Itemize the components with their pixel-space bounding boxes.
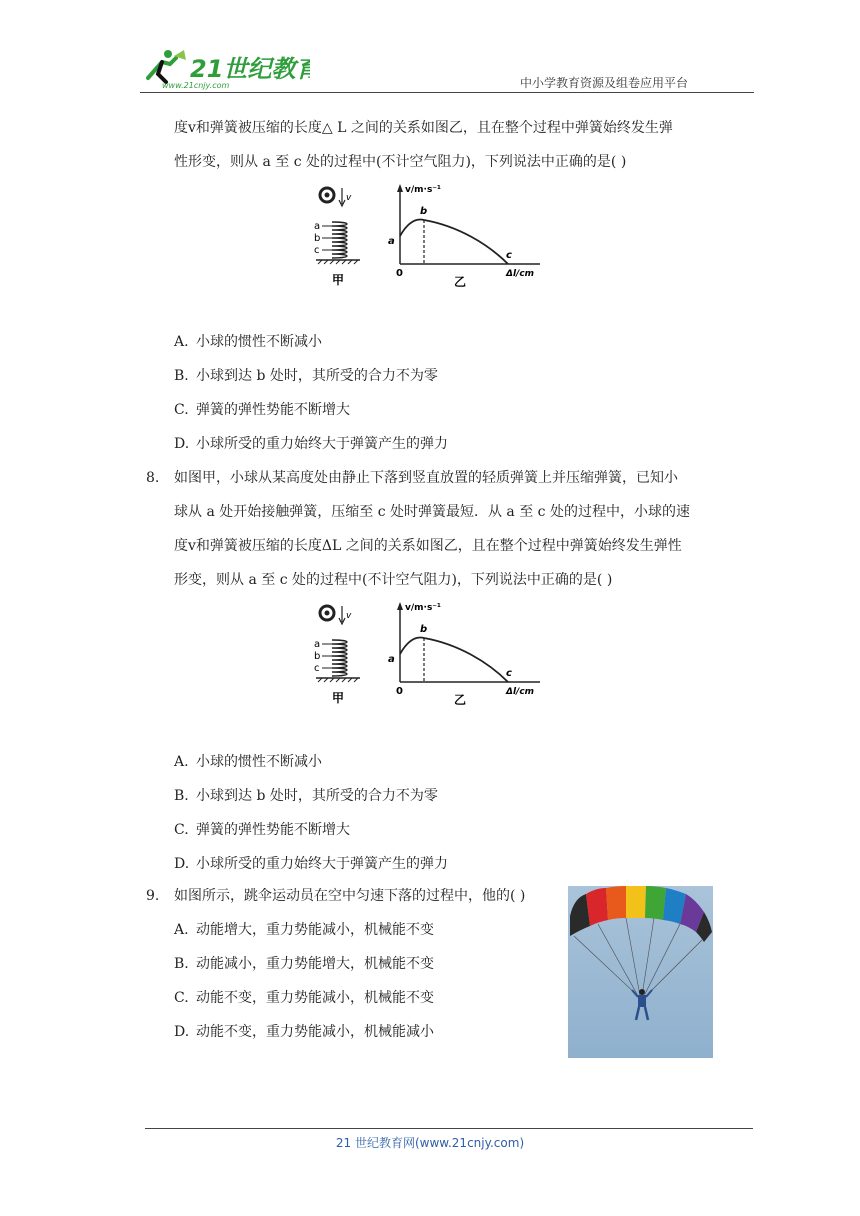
svg-text:0: 0 — [396, 686, 403, 697]
q7-option-d: D. 小球所受的重力始终大于弹簧产生的弹力 — [174, 436, 448, 452]
svg-text:b: b — [420, 624, 428, 635]
q8-option-b: B. 小球到达 b 处时，其所受的合力不为零 — [174, 788, 438, 804]
svg-text:b: b — [420, 206, 428, 217]
svg-text:0: 0 — [396, 268, 403, 279]
logo-url: www.21cnjy.com — [162, 81, 230, 90]
spring-graph-figure-1 — [308, 180, 548, 288]
svg-text:Δl/cm: Δl/cm — [506, 269, 535, 279]
q7-option-a: A. 小球的惯性不断减小 — [174, 334, 322, 350]
svg-text:v: v — [346, 193, 352, 203]
svg-text:b: b — [314, 651, 321, 662]
svg-text:a: a — [388, 236, 395, 247]
q7-text-line-2: 性形变，则从 a 至 c 处的过程中(不计空气阻力)，下列说法中正确的是( ) — [174, 154, 627, 170]
svg-text:甲: 甲 — [332, 691, 345, 705]
q7-text-line-1: 度v和弹簧被压缩的长度△ L 之间的关系如图乙，且在整个过程中弹簧始终发生弹 — [174, 120, 673, 136]
q8-text-line-1: 如图甲，小球从某高度处由静止下落到竖直放置的轻质弹簧上并压缩弹簧，已知小 — [174, 470, 678, 486]
svg-text:a: a — [314, 639, 321, 650]
q9-option-a: A. 动能增大，重力势能减小，机械能不变 — [174, 922, 434, 938]
footer-divider — [145, 1128, 753, 1129]
q9-option-b: B. 动能减小，重力势能增大，机械能不变 — [174, 956, 434, 972]
header-platform-text: 中小学教育资源及组卷应用平台 — [520, 76, 689, 90]
svg-text:v/m·s⁻¹: v/m·s⁻¹ — [405, 185, 441, 195]
svg-text:a: a — [314, 221, 321, 232]
footer-link[interactable]: 21 世纪教育网(www.21cnjy.com) — [335, 1136, 525, 1150]
q7-option-b: B. 小球到达 b 处时，其所受的合力不为零 — [174, 368, 438, 384]
svg-text:b: b — [314, 233, 321, 244]
spring-graph-figure-2 — [308, 598, 548, 706]
q7-option-c: C. 弹簧的弹性势能不断增大 — [174, 402, 350, 418]
svg-text:乙: 乙 — [454, 693, 467, 706]
svg-text:v/m·s⁻¹: v/m·s⁻¹ — [405, 603, 441, 613]
q8-text-line-3: 度v和弹簧被压缩的长度ΔL 之间的关系如图乙，且在整个过程中弹簧始终发生弹性 — [174, 538, 682, 554]
q8-text-line-2: 球从 a 处开始接触弹簧，压缩至 c 处时弹簧最短．从 a 至 c 处的过程中，小球的速 — [174, 504, 690, 520]
svg-text:v: v — [346, 611, 352, 621]
header-divider — [140, 92, 754, 93]
q8-number: 8. — [146, 470, 160, 486]
svg-text:c: c — [314, 245, 320, 256]
runner-logo-icon — [148, 50, 186, 82]
parachute-photo — [568, 886, 713, 1058]
logo-text: 21世纪教育 — [190, 55, 310, 83]
q9-option-d: D. 动能不变，重力势能减小，机械能减小 — [174, 1024, 434, 1040]
svg-text:a: a — [388, 654, 395, 665]
q9-text-line-1: 如图所示，跳伞运动员在空中匀速下落的过程中，他的( ) — [174, 888, 526, 904]
svg-text:c: c — [314, 663, 320, 674]
q8-option-c: C. 弹簧的弹性势能不断增大 — [174, 822, 350, 838]
svg-text:乙: 乙 — [454, 275, 467, 288]
svg-text:c: c — [506, 250, 512, 261]
svg-text:c: c — [506, 668, 512, 679]
svg-text:Δl/cm: Δl/cm — [506, 687, 535, 697]
q8-option-a: A. 小球的惯性不断减小 — [174, 754, 322, 770]
q9-option-c: C. 动能不变，重力势能减小，机械能不变 — [174, 990, 434, 1006]
q9-number: 9. — [146, 888, 160, 904]
site-logo — [140, 44, 310, 92]
svg-text:甲: 甲 — [332, 273, 345, 287]
q8-option-d: D. 小球所受的重力始终大于弹簧产生的弹力 — [174, 856, 448, 872]
q8-text-line-4: 形变，则从 a 至 c 处的过程中(不计空气阻力)，下列说法中正确的是( ) — [174, 572, 613, 588]
